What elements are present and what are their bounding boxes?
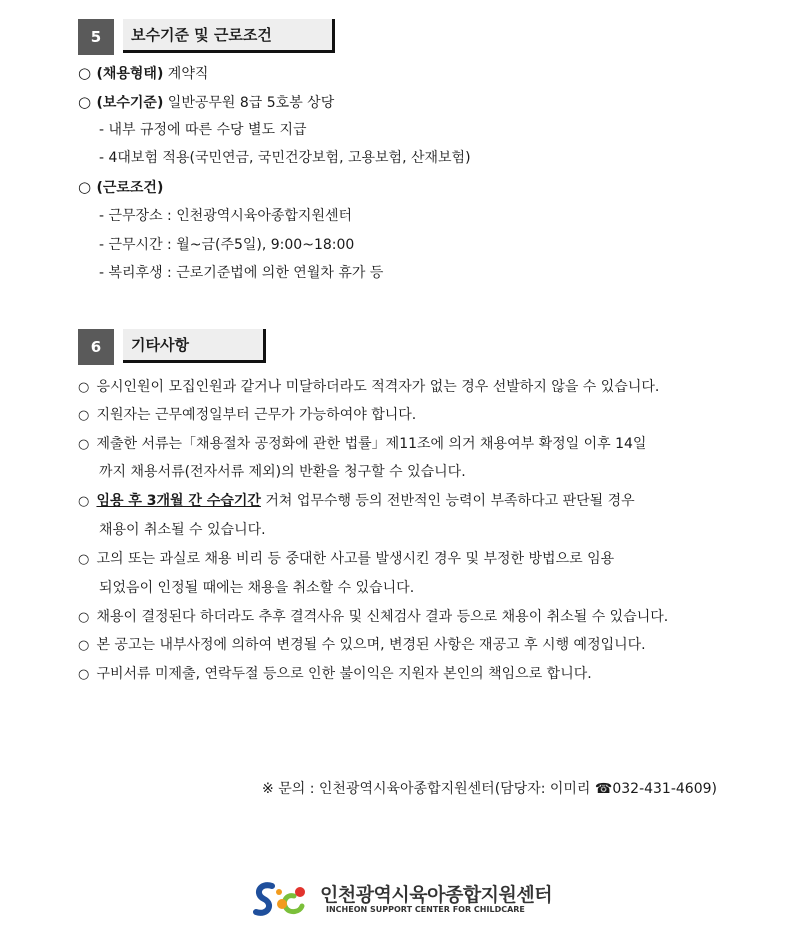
employment-type-line (78, 63, 208, 84)
benefits-line: - 복리후생 : 근로기준법에 의한 연월차 휴가 등 (99, 265, 384, 281)
notice-text: 채용이 결정된다 하더라도 추후 결격사유 및 신체검사 결과 등으로 채용이 취소될 수 있습니다. (96, 609, 669, 625)
center-logo (252, 880, 552, 920)
bullet-circle-icon: ○ (78, 408, 90, 423)
notice-text: 고의 또는 과실로 채용 비리 등 중대한 사고를 발생시킨 경우 및 부정한 방법으로 임용 (96, 551, 615, 567)
work-hours-line: - 근무시간 : 월~금(주5일), 9:00~18:00 (99, 237, 355, 253)
bullet-circle-icon: ○ (78, 552, 90, 567)
notice-text: 응시인원이 모집인원과 같거나 미달하더라도 적격자가 없는 경우 선발하지 않을 수 있습니다. (96, 379, 660, 395)
notice-text: 거쳐 업무수행 등의 전반적인 능력이 부족하다고 판단될 경우 (260, 493, 635, 509)
bullet-circle-icon: ○ (78, 494, 90, 509)
notice-continuation: 되었음이 인정될 때에는 채용을 취소할 수 있습니다. (99, 580, 415, 596)
notice-continuation: 채용이 취소될 수 있습니다. (99, 522, 266, 538)
logo-mark-icon (252, 880, 314, 920)
section-5-header (78, 19, 335, 55)
section-title: 보수기준 및 근로조건 (123, 19, 335, 53)
bullet-circle-icon: ○ (78, 64, 92, 82)
notice-text: 제출한 서류는「채용절차 공정화에 관한 법률」제11조에 의거 채용여부 확정일 이후 14일 (96, 436, 647, 452)
label: (보수기준) (96, 95, 164, 111)
label: (근로조건) (96, 180, 164, 196)
section-title: 기타사항 (123, 329, 266, 363)
notice-item (78, 491, 635, 512)
bullet-circle-icon: ○ (78, 437, 90, 452)
logo-name-korean: 인천광역시육아종합지원센터 (320, 884, 553, 906)
notice-text: 구비서류 미제출, 연락두절 등으로 인한 불이익은 지원자 본인의 책임으로 합니다. (96, 666, 592, 682)
bullet-circle-icon: ○ (78, 667, 90, 682)
logo-name-english: INCHEON SUPPORT CENTER FOR CHILDCARE (326, 905, 525, 914)
label: (채용형태) (96, 66, 164, 82)
pay-standard-line (78, 92, 334, 113)
bullet-circle-icon: ○ (78, 93, 92, 111)
notice-text: 지원자는 근무예정일부터 근무가 가능하여야 합니다. (96, 407, 417, 423)
notice-item (78, 635, 646, 656)
contact-info: ※ 문의 : 인천광역시육아종합지원센터(담당자: 이미리 ☎032-431-4609) (262, 781, 717, 797)
section-number: 5 (78, 19, 114, 55)
work-conditions-line (78, 177, 163, 198)
notice-item (78, 607, 668, 628)
notice-text: 본 공고는 내부사정에 의하여 변경될 수 있으며, 변경된 사항은 재공고 후 시행 예정입니다. (96, 637, 646, 653)
section-6-header (78, 329, 266, 365)
bullet-circle-icon: ○ (78, 638, 90, 653)
insurance-line: - 4대보험 적용(국민연금, 국민건강보험, 고용보험, 산재보험) (99, 150, 471, 166)
notice-item (78, 664, 592, 685)
bullet-circle-icon: ○ (78, 178, 92, 196)
workplace-line: - 근무장소 : 인천광역시육아종합지원센터 (99, 208, 353, 224)
section-number: 6 (78, 329, 114, 365)
value: 일반공무원 8급 5호봉 상당 (163, 95, 335, 111)
bullet-circle-icon: ○ (78, 380, 90, 395)
bullet-circle-icon: ○ (78, 610, 90, 625)
notice-item (78, 434, 646, 455)
notice-item (78, 405, 416, 426)
notice-item (78, 549, 614, 570)
probation-emphasis: 임용 후 3개월 간 수습기간 (96, 493, 261, 509)
notice-continuation: 까지 채용서류(전자서류 제외)의 반환을 청구할 수 있습니다. (99, 464, 466, 480)
notice-item (78, 377, 659, 398)
value: 계약직 (163, 66, 209, 82)
allowance-line: - 내부 규정에 따른 수당 별도 지급 (99, 122, 307, 138)
